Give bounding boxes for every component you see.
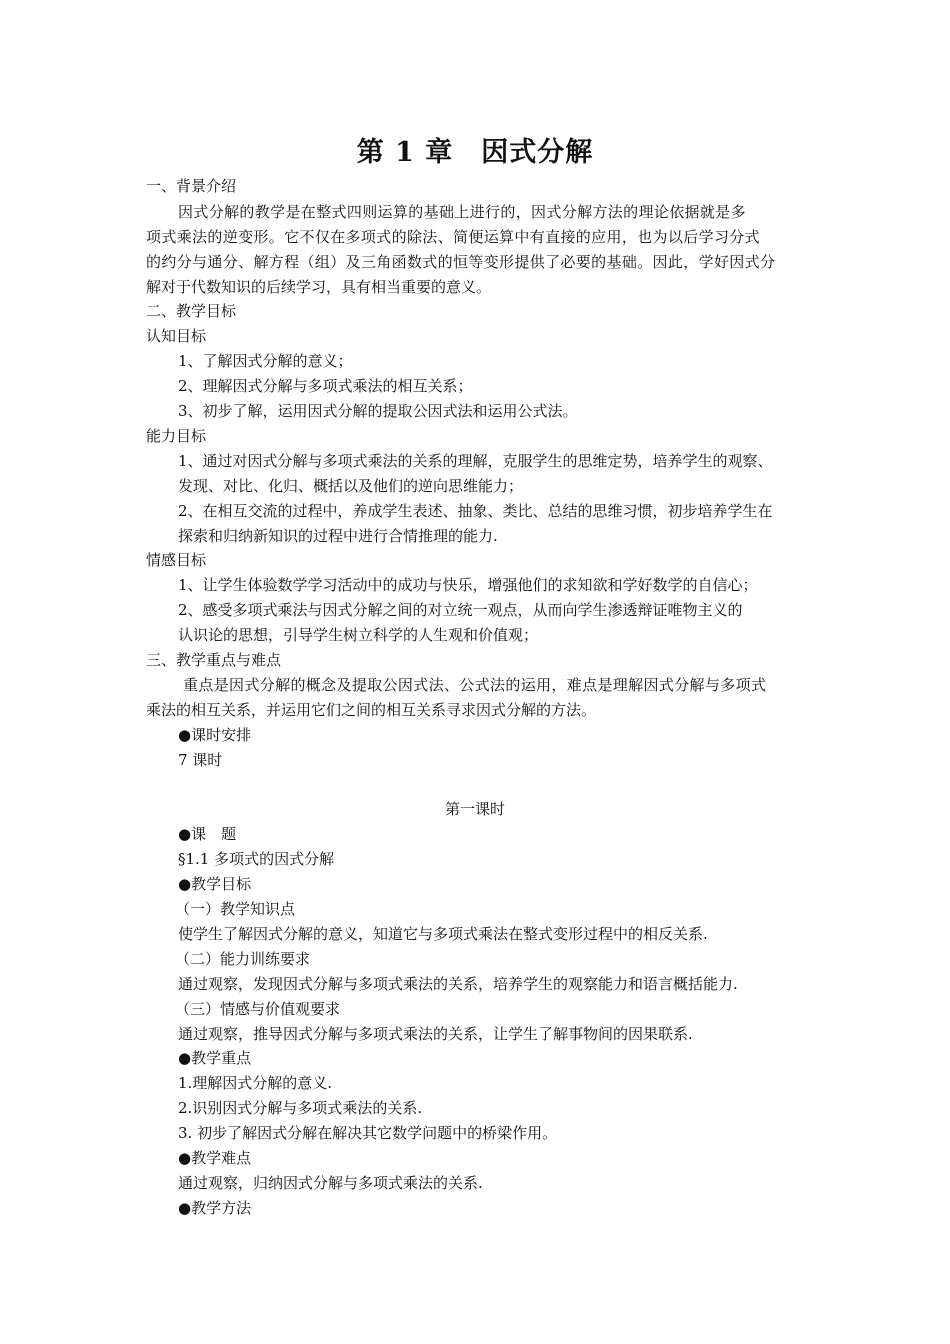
teaching-method-label: ●教学方法 bbox=[178, 1199, 252, 1217]
subheading-ability-goals: 能力目标 bbox=[146, 427, 207, 445]
goal-knowledge-label: （一）教学知识点 bbox=[175, 900, 296, 918]
ability-goal-item: 1、通过对因式分解与多项式乘法的关系的理解，克服学生的思维定势，培养学生的观察、 bbox=[178, 452, 773, 470]
difficulty-text: 通过观察，归纳因式分解与多项式乘法的关系. bbox=[178, 1174, 483, 1192]
lesson-title: 第一课时 bbox=[444, 800, 505, 818]
topic-value: §1.1 多项式的因式分解 bbox=[178, 850, 335, 868]
ability-goal-item: 发现、对比、化归、概括以及他们的逆向思维能力； bbox=[178, 477, 524, 495]
key-points-paragraph-line: 乘法的相互关系，并运用它们之间的相互关系寻求因式分解的方法。 bbox=[146, 701, 597, 719]
background-paragraph-line: 解对于代数知识的后续学习，具有相当重要的意义。 bbox=[146, 278, 492, 296]
emotion-goal-item: 1、让学生体验数学学习活动中的成功与快乐，增强他们的求知欲和学好数学的自信心； bbox=[178, 576, 758, 594]
section-heading-key-points: 三、教学重点与难点 bbox=[146, 651, 282, 669]
subheading-cognitive-goals: 认知目标 bbox=[146, 327, 207, 345]
schedule-value: 7 课时 bbox=[178, 751, 223, 769]
key-focus-label: ●教学重点 bbox=[178, 1049, 252, 1067]
cognitive-goal-item: 1、了解因式分解的意义； bbox=[178, 352, 353, 370]
ability-goal-item: 探索和归纳新知识的过程中进行合情推理的能力. bbox=[178, 527, 498, 545]
key-points-paragraph-line: 重点是因式分解的概念及提取公因式法、公式法的运用，难点是理解因式分解与多项式 bbox=[183, 676, 767, 694]
goal-ability-label: （二）能力训练要求 bbox=[175, 950, 311, 968]
subheading-emotion-goals: 情感目标 bbox=[146, 551, 207, 569]
ability-goal-item: 2、在相互交流的过程中，养成学生表述、抽象、类比、总结的思维习惯，初步培养学生在 bbox=[178, 502, 773, 520]
goal-emotion-text: 通过观察，推导因式分解与多项式乘法的关系，让学生了解事物间的因果联系. bbox=[178, 1025, 693, 1043]
teaching-goals-label: ●教学目标 bbox=[178, 875, 252, 893]
background-paragraph-line: 项式乘法的逆变形。它不仅在多项式的除法、简便运算中有直接的应用，也为以后学习分式 bbox=[146, 228, 761, 246]
cognitive-goal-item: 2、理解因式分解与多项式乘法的相互关系； bbox=[178, 377, 473, 395]
chapter-title: 第 1 章 因式分解 bbox=[356, 137, 594, 168]
topic-label: ●课 题 bbox=[178, 825, 237, 843]
goal-knowledge-text: 使学生了解因式分解的意义，知道它与多项式乘法在整式变形过程中的相反关系. bbox=[178, 925, 708, 943]
difficulty-label: ●教学难点 bbox=[178, 1149, 252, 1167]
key-focus-item: 2.识别因式分解与多项式乘法的关系. bbox=[178, 1099, 423, 1117]
background-paragraph-line: 的约分与通分、解方程（组）及三角函数式的恒等变形提供了必要的基础。因此，学好因式分 bbox=[146, 253, 776, 271]
section-heading-background: 一、背景介绍 bbox=[146, 177, 237, 195]
cognitive-goal-item: 3、初步了解，运用因式分解的提取公因式法和运用公式法。 bbox=[178, 402, 578, 420]
goal-emotion-label: （三）情感与价值观要求 bbox=[175, 1000, 341, 1018]
background-paragraph-line: 因式分解的教学是在整式四则运算的基础上进行的，因式分解方法的理论依据就是多 bbox=[178, 203, 746, 221]
goal-ability-text: 通过观察，发现因式分解与多项式乘法的关系，培养学生的观察能力和语言概括能力. bbox=[178, 975, 738, 993]
schedule-label: ●课时安排 bbox=[178, 726, 252, 744]
key-focus-item: 3. 初步了解因式分解在解决其它数学问题中的桥梁作用。 bbox=[178, 1124, 558, 1142]
emotion-goal-item: 2、感受多项式乘法与因式分解之间的对立统一观点，从而向学生渗透辩证唯物主义的 bbox=[178, 601, 743, 619]
section-heading-goals: 二、教学目标 bbox=[146, 302, 237, 320]
key-focus-item: 1.理解因式分解的意义. bbox=[178, 1074, 333, 1092]
emotion-goal-item: 认识论的思想，引导学生树立科学的人生观和价值观； bbox=[178, 626, 539, 644]
